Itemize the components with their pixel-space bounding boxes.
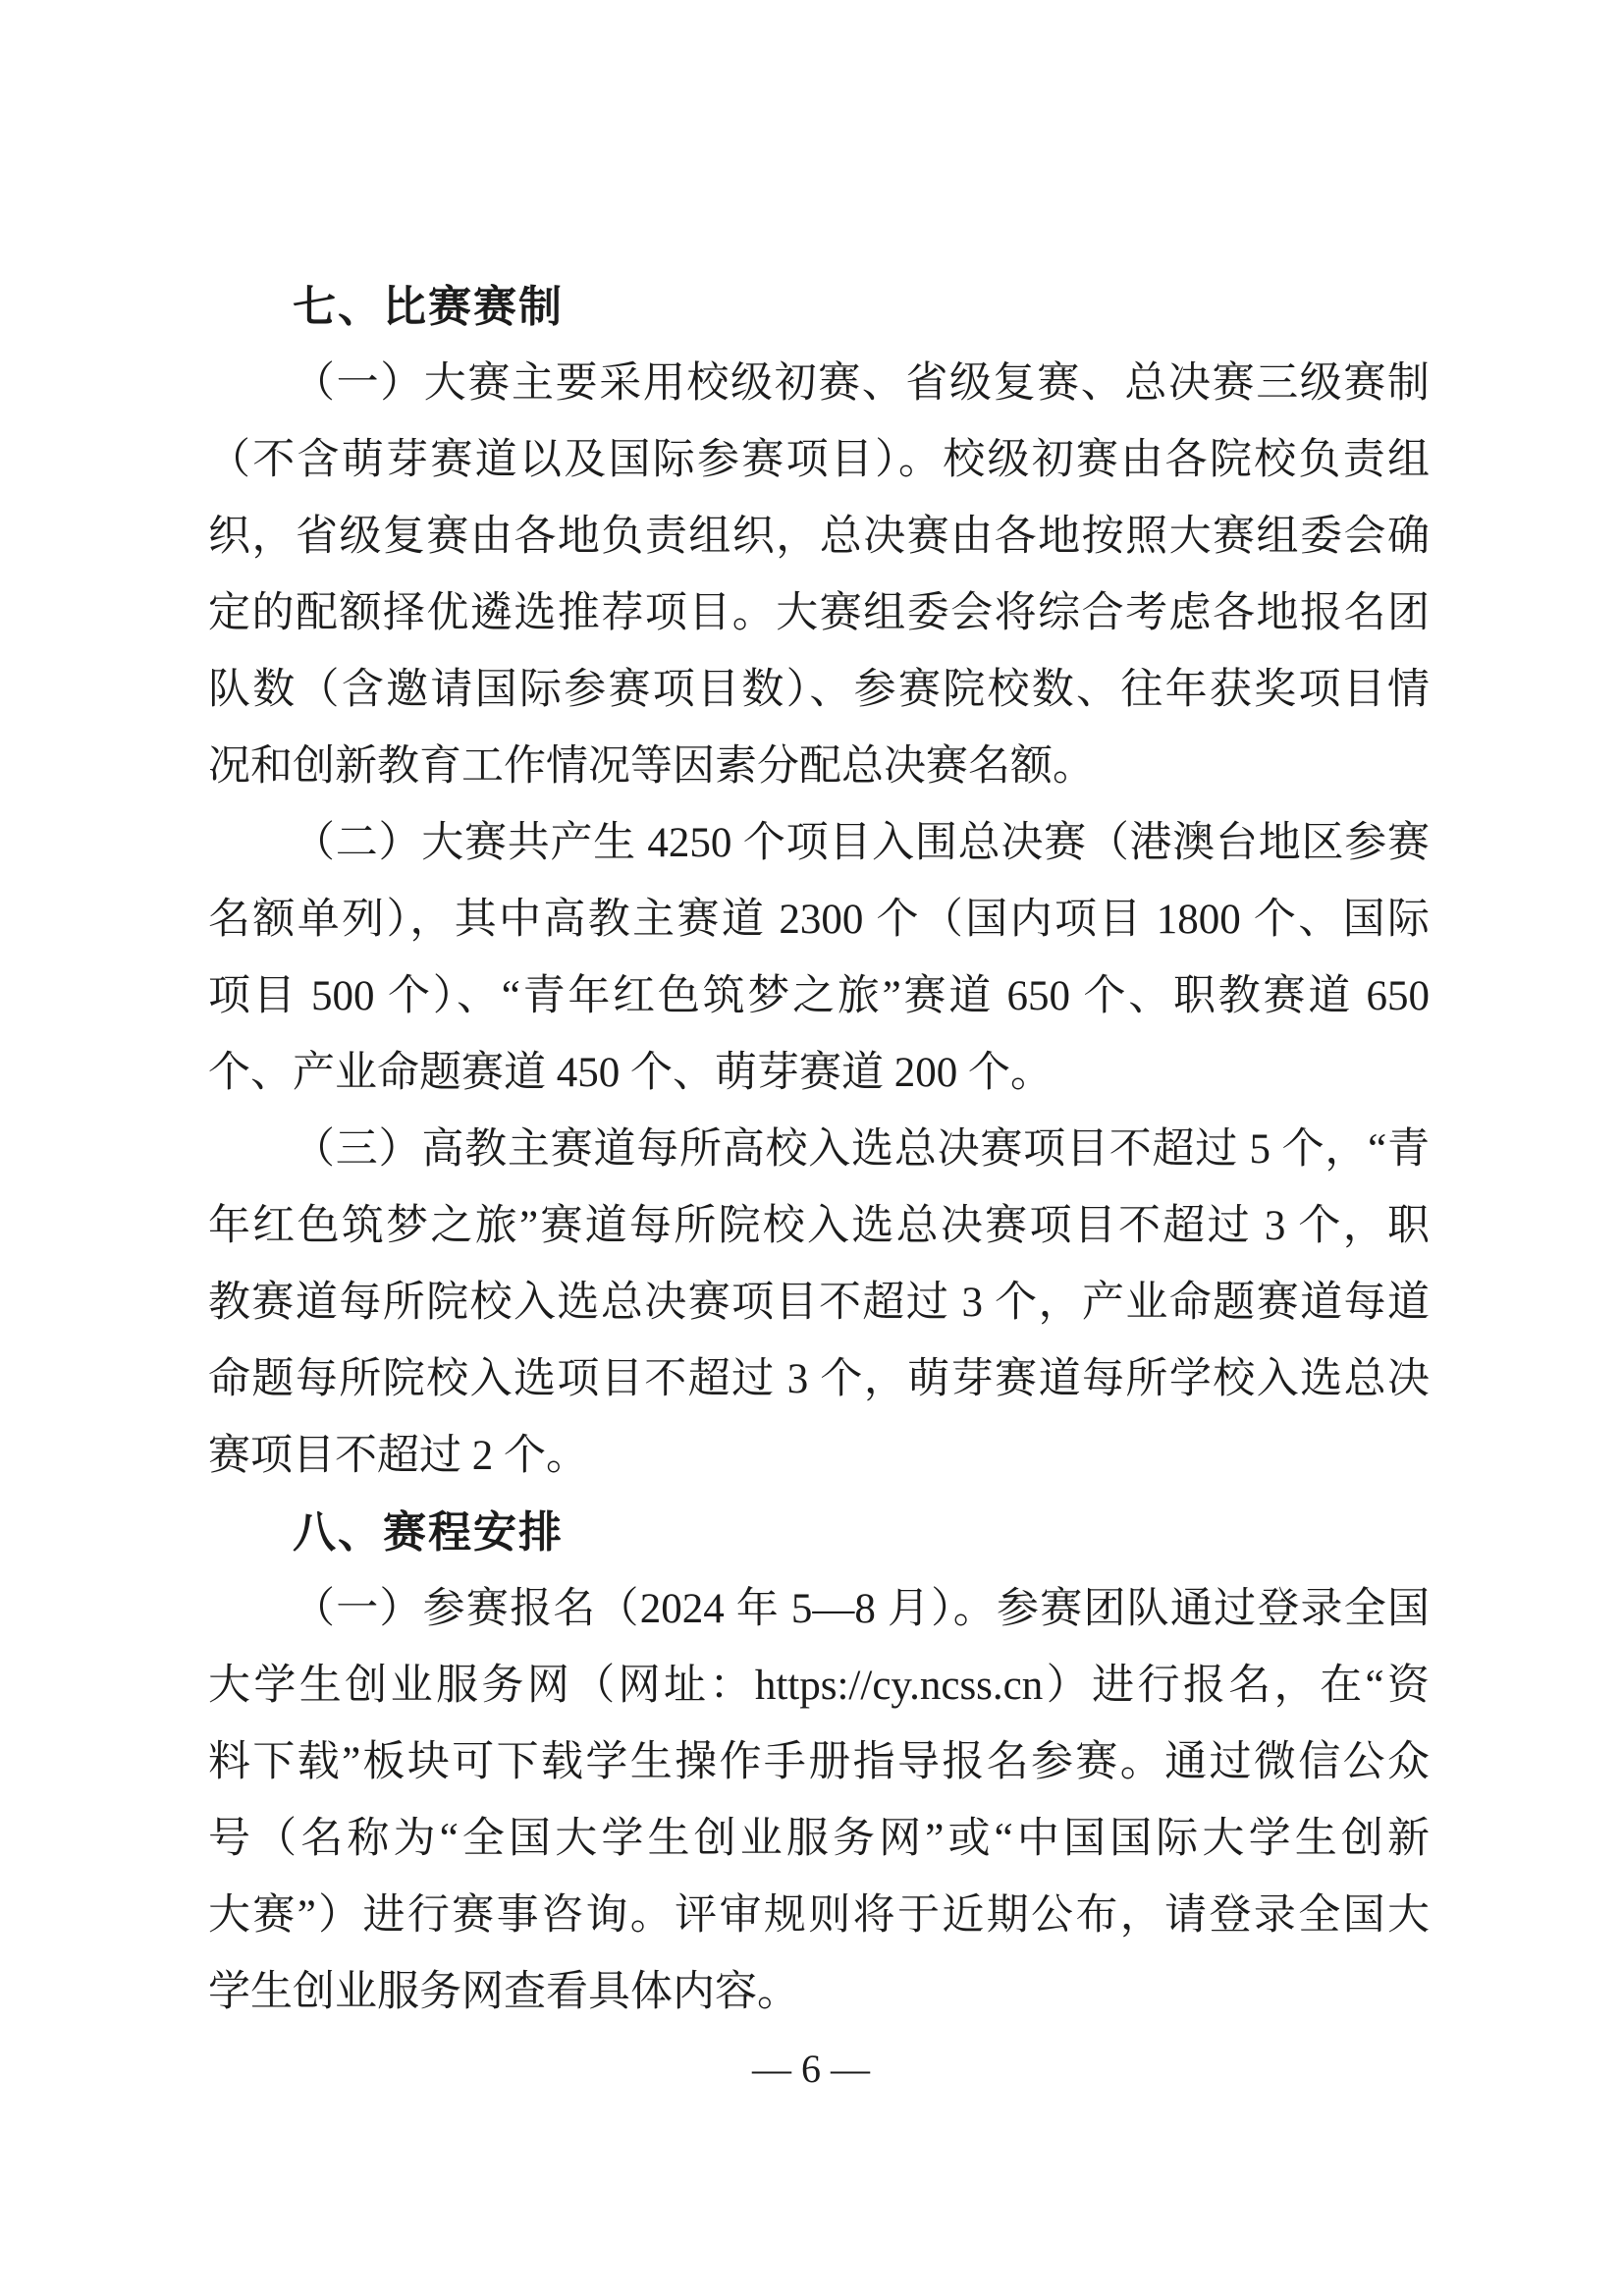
text-line: 大学生创业服务网（网址：https://cy.ncss.cn）进行报名，在“资 — [208, 1663, 1430, 1709]
text-line: （一）大赛主要采用校级初赛、省级复赛、总决赛三级赛制 — [293, 360, 1430, 407]
text-line: 号（名称为“全国大学生创业服务网”或“中国国际大学生创新 — [208, 1816, 1430, 1862]
paragraph — [208, 805, 1430, 1112]
section-heading: 八、赛程安排 — [293, 1508, 564, 1557]
paragraph — [208, 1112, 1430, 1495]
text-line: 定的配额择优遴选推荐项目。大赛组委会将综合考虑各地报名团 — [208, 590, 1430, 636]
paragraph — [208, 346, 1430, 805]
text-line: 队数（含邀请国际参赛项目数）、参赛院校数、往年获奖项目情 — [208, 667, 1430, 713]
text-line: 织，省级复赛由各地负责组织，总决赛由各地按照大赛组委会确 — [208, 514, 1430, 560]
text-line: （一）参赛报名（2024 年 5—8 月）。参赛团队通过登录全国 — [293, 1586, 1430, 1632]
text-line: 命题每所院校入选项目不超过 3 个，萌芽赛道每所学校入选总决 — [208, 1356, 1430, 1402]
page-number: — 6 — — [752, 2047, 870, 2091]
text-line: 教赛道每所院校入选总决赛项目不超过 3 个，产业命题赛道每道 — [208, 1280, 1430, 1326]
section-heading: 七、比赛赛制 — [293, 283, 564, 331]
paragraph — [208, 1571, 1430, 2031]
text-line: 料下载”板块可下载学生操作手册指导报名参赛。通过微信公众 — [208, 1739, 1430, 1785]
text-line: （三）高教主赛道每所高校入选总决赛项目不超过 5 个，“青 — [293, 1126, 1430, 1173]
text-line: 学生创业服务网查看具体内容。 — [208, 1969, 799, 2015]
text-line: 况和创新教育工作情况等因素分配总决赛名额。 — [208, 743, 1095, 790]
text-line: 名额单列），其中高教主赛道 2300 个（国内项目 1800 个、国际 — [208, 897, 1430, 943]
text-line: 大赛”）进行赛事咨询。评审规则将于近期公布，请登录全国大 — [208, 1892, 1430, 1939]
text-line: 个、产业命题赛道 450 个、萌芽赛道 200 个。 — [208, 1050, 1053, 1096]
text-line: 项目 500 个）、“青年红色筑梦之旅”赛道 650 个、职教赛道 650 — [208, 973, 1430, 1019]
document-body — [208, 269, 1430, 2031]
text-line: 赛项目不超过 2 个。 — [208, 1433, 588, 1479]
text-line: （二）大赛共产生 4250 个项目入围总决赛（港澳台地区参赛 — [293, 820, 1430, 866]
text-line: 年红色筑梦之旅”赛道每所院校入选总决赛项目不超过 3 个，职 — [208, 1203, 1430, 1249]
text-line: （不含萌芽赛道以及国际参赛项目）。校级初赛由各院校负责组 — [208, 437, 1430, 483]
page-footer — [0, 2031, 1622, 2107]
